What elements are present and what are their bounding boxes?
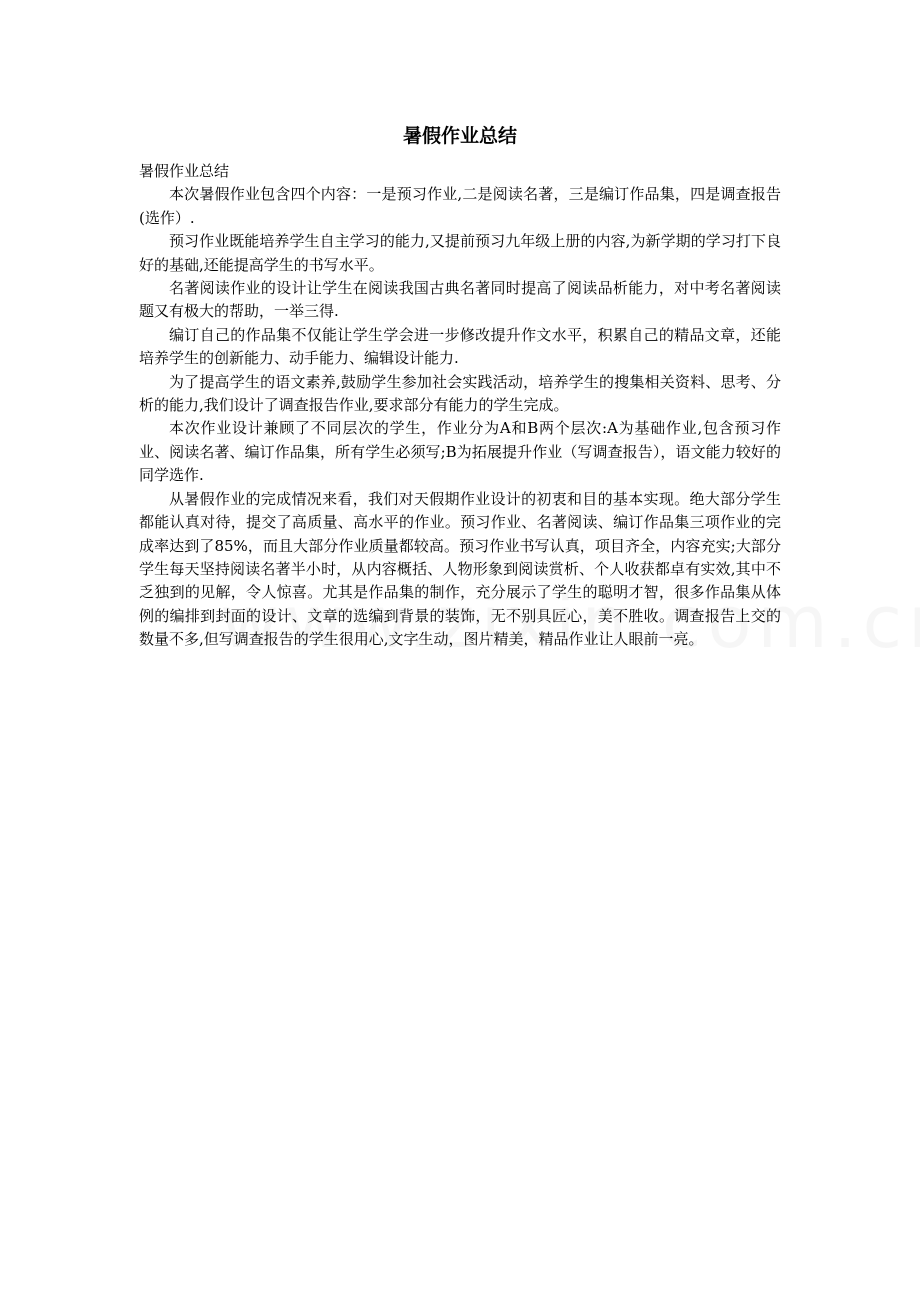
document-body	[139, 122, 781, 652]
paragraph-classic-reading: 名著阅读作业的设计让学生在阅读我国古典名著同时提高了阅读品析能力，对中考名著阅读题又有极大的帮助，一举三得.	[139, 279, 781, 321]
paragraph-levels: 本次作业设计兼顾了不同层次的学生，作业分为A和B两个层次:A为基础作业,包含预习作业、阅读名著、编订作品集，所有学生必须写;B为拓展提升作业（写调查报告），语文能力较好的同学选作.	[139, 419, 781, 485]
paragraph-results: 从暑假作业的完成情况来看，我们对天假期作业设计的初衷和目的基本实现。绝大部分学生都能认真对待，提交了高质量、高水平的作业。预习作业、名著阅读、编订作品集三项作业的完成率达到了85%，而且大部分作业质量都较高。预习作业书写认真，项目齐全，内容充实;大部分学生每天坚持阅读名著半小时，从内容概括、人物形象到阅读赏析、个人收获都卓有实效,其中不乏独到的见解，令人惊喜。尤其是作品集的制作，充分展示了学生的聪明才智，很多作品集从体例的编排到封面的设计、文章的选编到背景的装饰，无不别具匠心，美不胜收。调查报告上交的数量不多,但写调查报告的学生很用心,文字生动，图片精美，精品作业让人眼前一亮。	[139, 489, 781, 649]
paragraph-intro: 本次暑假作业包含四个内容：一是预习作业,二是阅读名著，三是编订作品集，四是调查报告(选作）.	[139, 185, 781, 227]
paragraph-preview-homework: 预习作业既能培养学生自主学习的能力,又提前预习九年级上册的内容,为新学期的学习打下良好的基础,还能提高学生的书写水平。	[139, 232, 781, 274]
document-subtitle: 暑假作业总结	[139, 162, 230, 180]
paragraph-portfolio: 编订自己的作品集不仅能让学生学会进一步修改提升作文水平，积累自己的精品文章，还能培养学生的创新能力、动手能力、编辑设计能力.	[139, 325, 781, 368]
page-title: 暑假作业总结	[402, 125, 517, 147]
paragraph-survey-report: 为了提高学生的语文素养,鼓励学生参加社会实践活动，培养学生的搜集相关资料、思考、分析的能力,我们设计了调查报告作业,要求部分有能力的学生完成。	[139, 372, 781, 415]
